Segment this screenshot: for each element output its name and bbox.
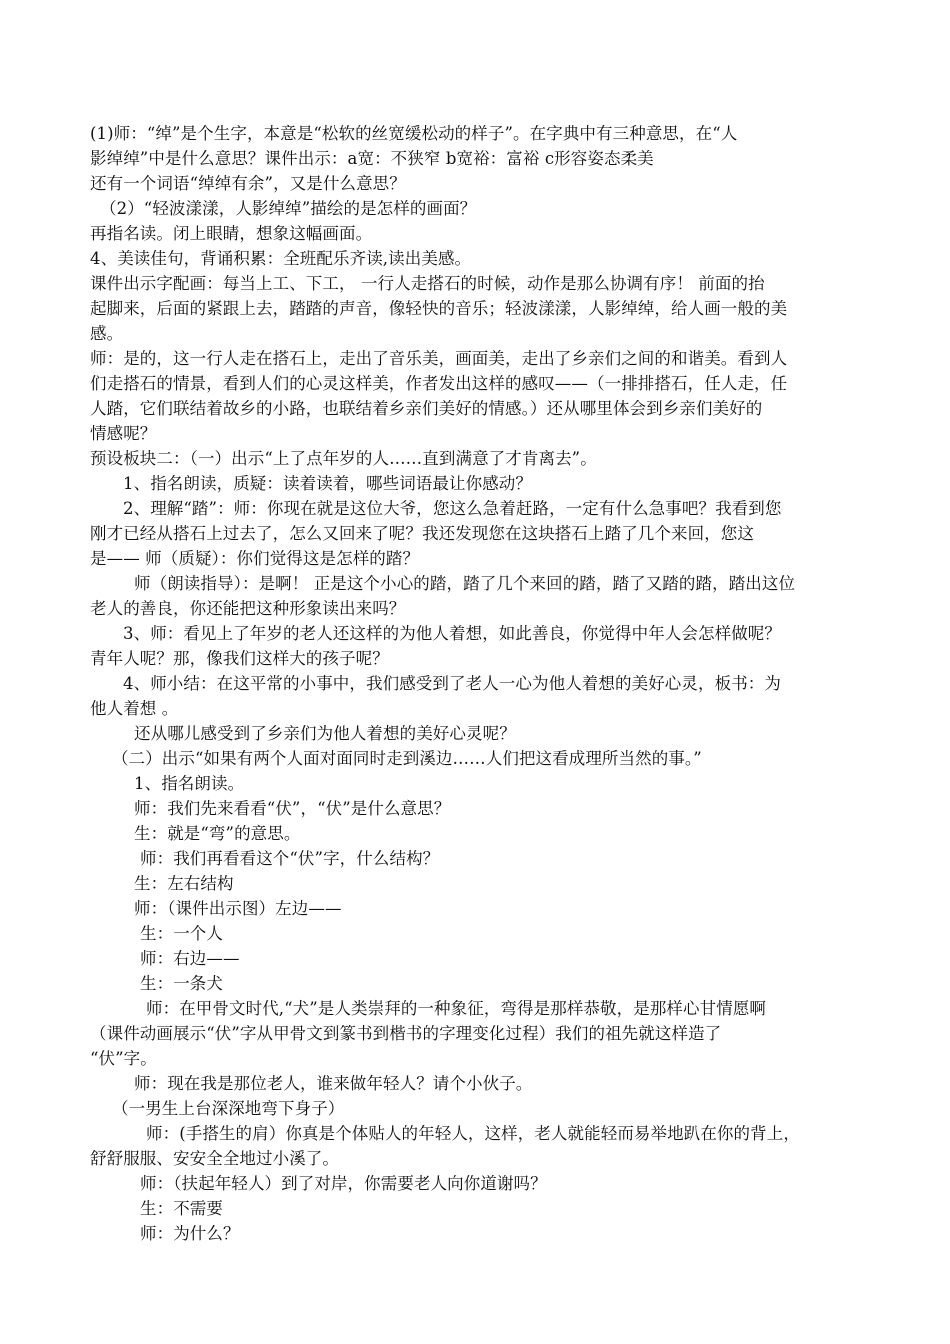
text-line: 4、师小结：在这平常的小事中，我们感受到了老人一心为他人着想的美好心灵，板书：为 <box>123 674 781 693</box>
text-line: 师：在甲骨文时代,“犬”是人类崇拜的一种象征，弯得是那样恭敬，是那样心甘情愿啊 <box>146 999 767 1018</box>
text-line: 再指名读。闭上眼睛，想象这幅画面。 <box>90 224 373 243</box>
text-line: 师：右边—— <box>140 949 240 968</box>
text-line: 青年人呢？那，像我们这样大的孩子呢？ <box>90 649 389 668</box>
text-line: 师：（课件出示图）左边—— <box>134 899 342 918</box>
text-line: 生：不需要 <box>140 1199 223 1218</box>
text-line: 师：我们再看看这个“伏”字，什么结构？ <box>140 849 440 868</box>
text-line: 预设板块二：（一）出示“上了点年岁的人……直到满意了才肯离去”。 <box>90 449 597 468</box>
text-line: 生：左右结构 <box>134 874 234 893</box>
text-line: 们走搭石的情景，看到人们的心灵这样美，作者发出这样的感叹——（一排排搭石，任人走，任 <box>90 374 788 393</box>
text-line: 起脚来，后面的紧跟上去，踏踏的声音，像轻快的音乐；轻波漾漾，人影绰绰，给人画一般的美 <box>90 299 788 318</box>
text-line: （一男生上台深深地弯下身子） <box>112 1099 345 1118</box>
text-line: 师：为什么？ <box>140 1224 240 1243</box>
text-line: 师：现在我是那位老人，谁来做年轻人？请个小伙子。 <box>134 1074 533 1093</box>
text-line: 还从哪儿感受到了乡亲们为他人着想的美好心灵呢？ <box>134 724 516 743</box>
text-line: （二）出示“如果有两个人面对面同时走到溪边……人们把这看成理所当然的事。” <box>112 749 702 768</box>
text-line: 舒舒服服、安安全全地过小溪了。 <box>90 1149 339 1168</box>
text-line: 2、理解“踏”：师：你现在就是这位大爷，您这么急着赶路，一定有什么急事吧？我看到您 <box>123 499 782 518</box>
text-line: 3、师：看见上了年岁的老人还这样的为他人着想，如此善良，你觉得中年人会怎样做呢？ <box>123 624 781 643</box>
text-line: 师：是的，这一行人走在搭石上，走出了音乐美，画面美，走出了乡亲们之间的和谐美。看到人 <box>90 349 788 368</box>
text-line: 是—— 师（质疑）：你们觉得这是怎样的踏？ <box>90 549 420 568</box>
text-line: 生：就是“弯”的意思。 <box>134 824 301 843</box>
text-line: （2）“轻波漾漾，人影绰绰”描绘的是怎样的画面？ <box>100 199 477 218</box>
document-body <box>90 121 863 1246</box>
text-line: （课件动画展示“伏”字从甲骨文到篆书到楷书的字理变化过程）我们的祖先就这样造了 <box>90 1024 722 1043</box>
text-line: 1、指名朗读。 <box>134 774 245 793</box>
text-line: 他人着想 。 <box>90 699 179 718</box>
text-line: 4、美读佳句，背诵积累：全班配乐齐读,读出美感。 <box>90 249 472 268</box>
text-line: (1)师：“绰”是个生字，本意是“松软的丝宽缓松动的样子”。在字典中有三种意思，在“人 <box>90 124 738 143</box>
text-line: 人踏，它们联结着故乡的小路，也联结着乡亲们美好的情感。）还从哪里体会到乡亲们美好的 <box>90 399 763 418</box>
text-line: 1、指名朗读，质疑：读着读着，哪些词语最让你感动？ <box>123 474 532 493</box>
text-line: 感。 <box>90 324 124 343</box>
text-line: 情感呢？ <box>90 424 157 443</box>
text-line: 生：一个人 <box>140 924 223 943</box>
text-line: 课件出示字配画：每当上工、下工， 一行人走搭石的时候，动作是那么协调有序！ 前面的抬 <box>90 274 765 293</box>
text-line: 师：我们先来看看“伏”，“伏”是什么意思？ <box>134 799 451 818</box>
text-line: 师（朗读指导）：是啊！ 正是这个小心的踏，踏了几个来回的踏，踏了又踏的踏，踏出这位 <box>134 574 796 593</box>
text-line: “伏”字。 <box>90 1049 157 1068</box>
text-line: 生：一条犬 <box>140 974 223 993</box>
text-line: 影绰绰”中是什么意思？课件出示：a宽：不狭窄 b宽裕：富裕 c形容姿态柔美 <box>90 149 654 168</box>
text-line: 刚才已经从搭石上过去了，怎么又回来了呢？我还发现您在这块搭石上踏了几个来回，您这 <box>90 524 754 543</box>
text-line: 师：（扶起年轻人）到了对岸，你需要老人向你道谢吗？ <box>140 1174 547 1193</box>
text-line: 还有一个词语“绰绰有余”，又是什么意思？ <box>90 174 406 193</box>
text-line: 老人的善良，你还能把这种形象读出来吗？ <box>90 599 406 618</box>
text-line: 师：(手搭生的肩）你真是个体贴人的年轻人，这样，老人就能轻而易举地趴在你的背上， <box>146 1124 800 1143</box>
